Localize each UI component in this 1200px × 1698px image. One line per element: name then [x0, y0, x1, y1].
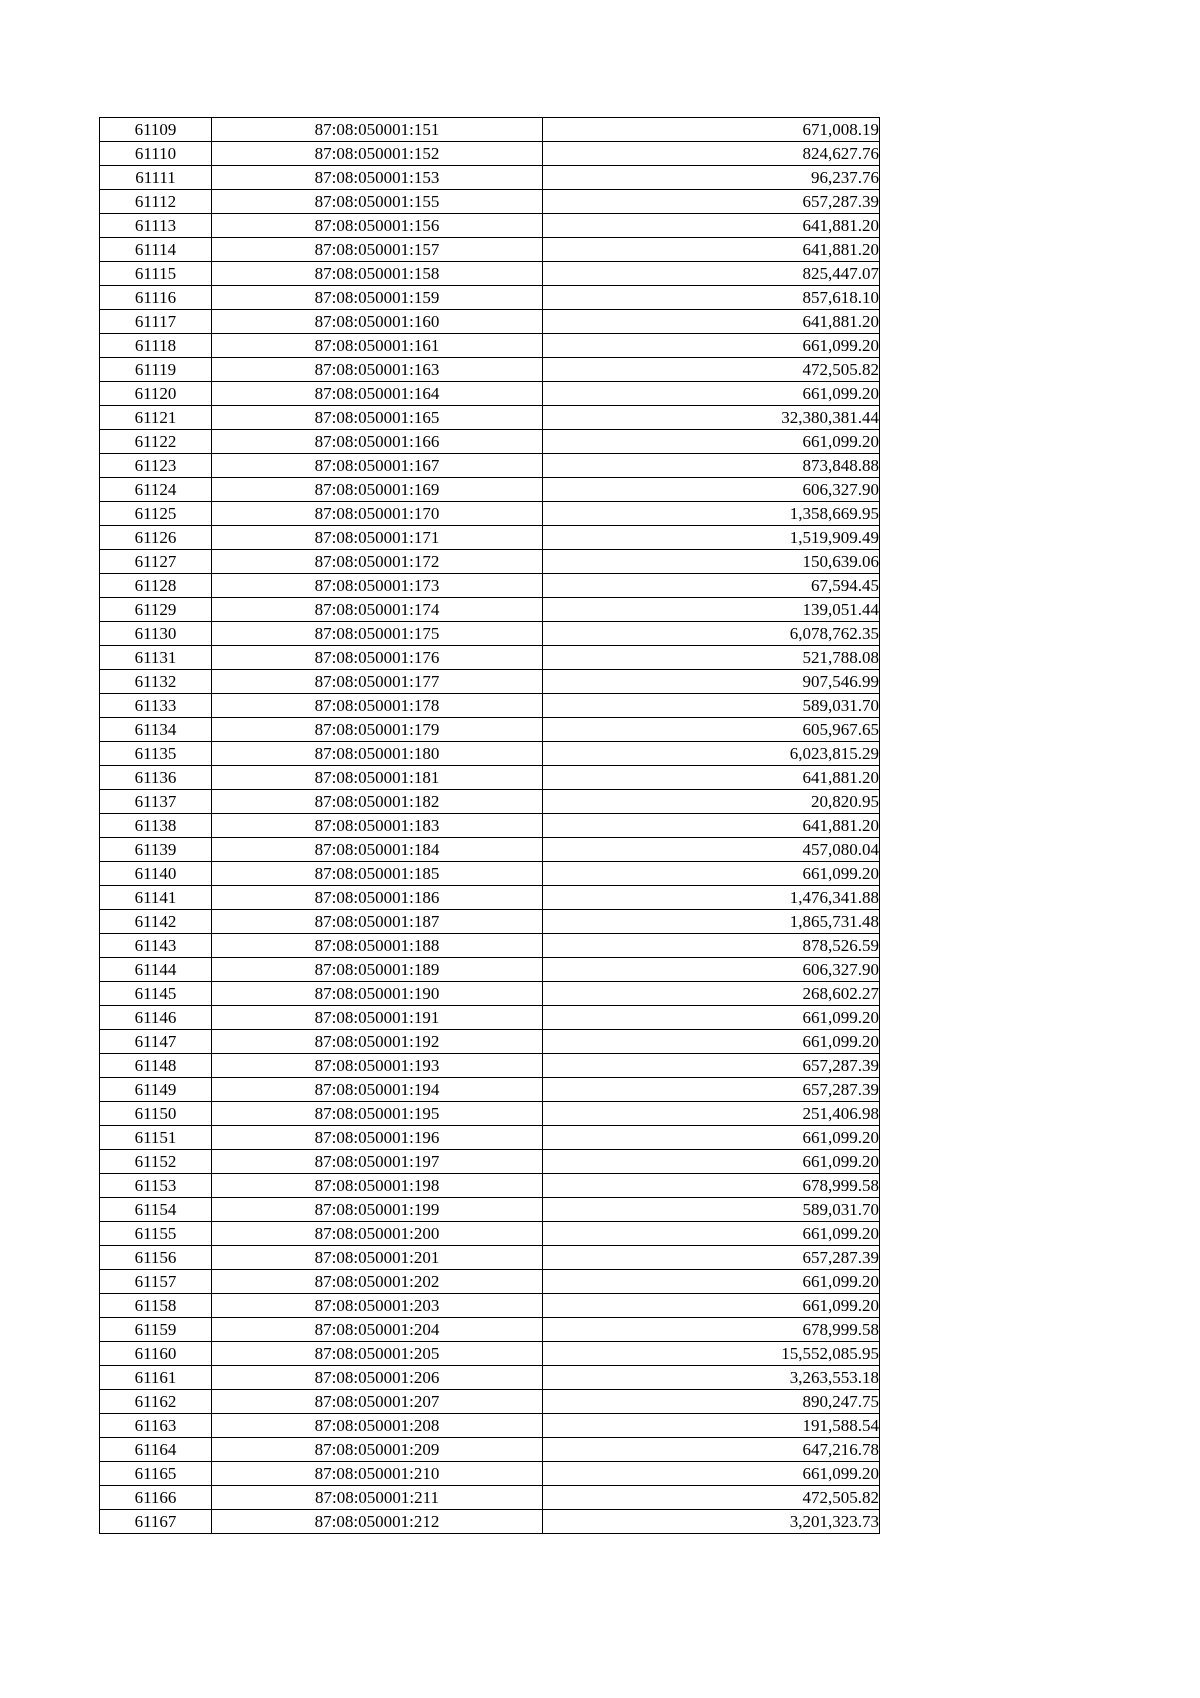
cadastral-number-cell: 87:08:050001:200 — [212, 1222, 543, 1246]
table-row — [100, 814, 880, 838]
table-row — [100, 358, 880, 382]
row-number-cell: 61127 — [100, 550, 212, 574]
row-number-cell: 61151 — [100, 1126, 212, 1150]
table-row — [100, 118, 880, 142]
cadastral-number-cell: 87:08:050001:167 — [212, 454, 543, 478]
cadastral-number-cell: 87:08:050001:191 — [212, 1006, 543, 1030]
cadastral-value-cell: 661,099.20 — [543, 1222, 880, 1246]
cadastral-value-cell: 657,287.39 — [543, 1054, 880, 1078]
cadastral-value-cell: 661,099.20 — [543, 1294, 880, 1318]
cadastral-number-cell: 87:08:050001:209 — [212, 1438, 543, 1462]
row-number-cell: 61155 — [100, 1222, 212, 1246]
table-body — [100, 118, 880, 1534]
row-number-cell: 61120 — [100, 382, 212, 406]
cadastral-value-cell: 6,078,762.35 — [543, 622, 880, 646]
table-row — [100, 454, 880, 478]
cadastral-value-cell: 3,263,553.18 — [543, 1366, 880, 1390]
cadastral-value-cell: 67,594.45 — [543, 574, 880, 598]
cadastral-number-cell: 87:08:050001:166 — [212, 430, 543, 454]
cadastral-number-cell: 87:08:050001:192 — [212, 1030, 543, 1054]
cadastral-value-cell: 1,865,731.48 — [543, 910, 880, 934]
table-row — [100, 1174, 880, 1198]
table-row — [100, 910, 880, 934]
row-number-cell: 61114 — [100, 238, 212, 262]
cadastral-value-cell: 457,080.04 — [543, 838, 880, 862]
row-number-cell: 61132 — [100, 670, 212, 694]
cadastral-value-cell: 678,999.58 — [543, 1174, 880, 1198]
table-row — [100, 430, 880, 454]
cadastral-value-cell: 606,327.90 — [543, 958, 880, 982]
cadastral-value-cell: 661,099.20 — [543, 1126, 880, 1150]
row-number-cell: 61163 — [100, 1414, 212, 1438]
cadastral-value-cell: 873,848.88 — [543, 454, 880, 478]
cadastral-number-cell: 87:08:050001:159 — [212, 286, 543, 310]
row-number-cell: 61161 — [100, 1366, 212, 1390]
cadastral-number-cell: 87:08:050001:197 — [212, 1150, 543, 1174]
cadastral-number-cell: 87:08:050001:174 — [212, 598, 543, 622]
table-row — [100, 310, 880, 334]
row-number-cell: 61126 — [100, 526, 212, 550]
table-row — [100, 334, 880, 358]
table-row — [100, 1318, 880, 1342]
cadastral-number-cell: 87:08:050001:164 — [212, 382, 543, 406]
row-number-cell: 61128 — [100, 574, 212, 598]
cadastral-number-cell: 87:08:050001:187 — [212, 910, 543, 934]
cadastral-number-cell: 87:08:050001:210 — [212, 1462, 543, 1486]
row-number-cell: 61150 — [100, 1102, 212, 1126]
row-number-cell: 61115 — [100, 262, 212, 286]
cadastral-number-cell: 87:08:050001:171 — [212, 526, 543, 550]
table-row — [100, 694, 880, 718]
table-row — [100, 1054, 880, 1078]
cadastral-value-cell: 150,639.06 — [543, 550, 880, 574]
row-number-cell: 61116 — [100, 286, 212, 310]
row-number-cell: 61160 — [100, 1342, 212, 1366]
cadastral-value-cell: 472,505.82 — [543, 1486, 880, 1510]
cadastral-value-cell: 878,526.59 — [543, 934, 880, 958]
row-number-cell: 61135 — [100, 742, 212, 766]
cadastral-number-cell: 87:08:050001:195 — [212, 1102, 543, 1126]
row-number-cell: 61138 — [100, 814, 212, 838]
row-number-cell: 61122 — [100, 430, 212, 454]
row-number-cell: 61144 — [100, 958, 212, 982]
row-number-cell: 61111 — [100, 166, 212, 190]
row-number-cell: 61117 — [100, 310, 212, 334]
cadastral-value-cell: 824,627.76 — [543, 142, 880, 166]
row-number-cell: 61162 — [100, 1390, 212, 1414]
table-row — [100, 478, 880, 502]
cadastral-number-cell: 87:08:050001:208 — [212, 1414, 543, 1438]
table-row — [100, 598, 880, 622]
cadastral-value-cell: 661,099.20 — [543, 1462, 880, 1486]
cadastral-value-cell: 1,476,341.88 — [543, 886, 880, 910]
table-row — [100, 526, 880, 550]
cadastral-value-cell: 661,099.20 — [543, 382, 880, 406]
row-number-cell: 61131 — [100, 646, 212, 670]
table-row — [100, 1078, 880, 1102]
cadastral-number-cell: 87:08:050001:177 — [212, 670, 543, 694]
row-number-cell: 61154 — [100, 1198, 212, 1222]
row-number-cell: 61148 — [100, 1054, 212, 1078]
cadastral-value-cell: 1,358,669.95 — [543, 502, 880, 526]
table-row — [100, 1366, 880, 1390]
cadastral-number-cell: 87:08:050001:153 — [212, 166, 543, 190]
row-number-cell: 61109 — [100, 118, 212, 142]
cadastral-value-cell: 251,406.98 — [543, 1102, 880, 1126]
cadastral-value-cell: 641,881.20 — [543, 214, 880, 238]
row-number-cell: 61113 — [100, 214, 212, 238]
row-number-cell: 61143 — [100, 934, 212, 958]
cadastral-value-cell: 661,099.20 — [543, 1270, 880, 1294]
cadastral-number-cell: 87:08:050001:206 — [212, 1366, 543, 1390]
cadastral-number-cell: 87:08:050001:175 — [212, 622, 543, 646]
row-number-cell: 61157 — [100, 1270, 212, 1294]
cadastral-value-cell: 606,327.90 — [543, 478, 880, 502]
cadastral-number-cell: 87:08:050001:170 — [212, 502, 543, 526]
row-number-cell: 61137 — [100, 790, 212, 814]
row-number-cell: 61145 — [100, 982, 212, 1006]
row-number-cell: 61134 — [100, 718, 212, 742]
row-number-cell: 61158 — [100, 1294, 212, 1318]
row-number-cell: 61121 — [100, 406, 212, 430]
table-row — [100, 1462, 880, 1486]
cadastral-number-cell: 87:08:050001:152 — [212, 142, 543, 166]
row-number-cell: 61118 — [100, 334, 212, 358]
table-row — [100, 718, 880, 742]
cadastral-value-cell: 890,247.75 — [543, 1390, 880, 1414]
cadastral-value-cell: 268,602.27 — [543, 982, 880, 1006]
cadastral-value-cell: 15,552,085.95 — [543, 1342, 880, 1366]
table-row — [100, 238, 880, 262]
cadastral-number-cell: 87:08:050001:184 — [212, 838, 543, 862]
table-row — [100, 742, 880, 766]
cadastral-number-cell: 87:08:050001:193 — [212, 1054, 543, 1078]
row-number-cell: 61110 — [100, 142, 212, 166]
row-number-cell: 61141 — [100, 886, 212, 910]
cadastral-number-cell: 87:08:050001:158 — [212, 262, 543, 286]
row-number-cell: 61166 — [100, 1486, 212, 1510]
table-row — [100, 934, 880, 958]
cadastral-value-cell: 521,788.08 — [543, 646, 880, 670]
table-row — [100, 1030, 880, 1054]
cadastral-number-cell: 87:08:050001:172 — [212, 550, 543, 574]
cadastral-value-cell: 678,999.58 — [543, 1318, 880, 1342]
cadastral-number-cell: 87:08:050001:199 — [212, 1198, 543, 1222]
cadastral-value-cell: 32,380,381.44 — [543, 406, 880, 430]
cadastral-value-cell: 857,618.10 — [543, 286, 880, 310]
table-row — [100, 958, 880, 982]
cadastral-value-cell: 6,023,815.29 — [543, 742, 880, 766]
cadastral-number-cell: 87:08:050001:205 — [212, 1342, 543, 1366]
cadastral-number-cell: 87:08:050001:188 — [212, 934, 543, 958]
row-number-cell: 61119 — [100, 358, 212, 382]
cadastral-number-cell: 87:08:050001:181 — [212, 766, 543, 790]
cadastral-number-cell: 87:08:050001:204 — [212, 1318, 543, 1342]
cadastral-number-cell: 87:08:050001:160 — [212, 310, 543, 334]
cadastral-number-cell: 87:08:050001:198 — [212, 1174, 543, 1198]
table-row — [100, 262, 880, 286]
cadastral-number-cell: 87:08:050001:201 — [212, 1246, 543, 1270]
row-number-cell: 61125 — [100, 502, 212, 526]
cadastral-number-cell: 87:08:050001:183 — [212, 814, 543, 838]
cadastral-value-cell: 641,881.20 — [543, 310, 880, 334]
cadastral-number-cell: 87:08:050001:155 — [212, 190, 543, 214]
table-row — [100, 1222, 880, 1246]
cadastral-number-cell: 87:08:050001:180 — [212, 742, 543, 766]
cadastral-value-cell: 191,588.54 — [543, 1414, 880, 1438]
cadastral-value-cell: 907,546.99 — [543, 670, 880, 694]
table-row — [100, 190, 880, 214]
table-row — [100, 286, 880, 310]
table-row — [100, 646, 880, 670]
table-row — [100, 214, 880, 238]
table-row — [100, 406, 880, 430]
row-number-cell: 61159 — [100, 1318, 212, 1342]
table-row — [100, 502, 880, 526]
table-row — [100, 574, 880, 598]
cadastral-value-cell: 1,519,909.49 — [543, 526, 880, 550]
cadastral-value-cell: 472,505.82 — [543, 358, 880, 382]
table-row — [100, 1126, 880, 1150]
row-number-cell: 61136 — [100, 766, 212, 790]
cadastral-value-cell: 589,031.70 — [543, 1198, 880, 1222]
table-row — [100, 622, 880, 646]
table-row — [100, 1510, 880, 1534]
row-number-cell: 61153 — [100, 1174, 212, 1198]
cadastral-value-cell: 605,967.65 — [543, 718, 880, 742]
cadastral-value-table — [99, 117, 880, 1534]
table-row — [100, 550, 880, 574]
cadastral-value-cell: 661,099.20 — [543, 1006, 880, 1030]
cadastral-value-cell: 657,287.39 — [543, 1246, 880, 1270]
cadastral-number-cell: 87:08:050001:186 — [212, 886, 543, 910]
cadastral-number-cell: 87:08:050001:207 — [212, 1390, 543, 1414]
cadastral-value-cell: 825,447.07 — [543, 262, 880, 286]
cadastral-value-cell: 641,881.20 — [543, 814, 880, 838]
cadastral-value-cell: 657,287.39 — [543, 1078, 880, 1102]
cadastral-number-cell: 87:08:050001:182 — [212, 790, 543, 814]
cadastral-number-cell: 87:08:050001:169 — [212, 478, 543, 502]
row-number-cell: 61129 — [100, 598, 212, 622]
cadastral-value-cell: 647,216.78 — [543, 1438, 880, 1462]
table-row — [100, 670, 880, 694]
row-number-cell: 61149 — [100, 1078, 212, 1102]
table-row — [100, 142, 880, 166]
row-number-cell: 61130 — [100, 622, 212, 646]
row-number-cell: 61147 — [100, 1030, 212, 1054]
cadastral-value-cell: 661,099.20 — [543, 1150, 880, 1174]
table-row — [100, 862, 880, 886]
table-row — [100, 1414, 880, 1438]
table-row — [100, 1246, 880, 1270]
cadastral-number-cell: 87:08:050001:173 — [212, 574, 543, 598]
cadastral-number-cell: 87:08:050001:151 — [212, 118, 543, 142]
cadastral-value-cell: 661,099.20 — [543, 1030, 880, 1054]
table-row — [100, 382, 880, 406]
cadastral-value-cell: 3,201,323.73 — [543, 1510, 880, 1534]
table-row — [100, 1198, 880, 1222]
row-number-cell: 61124 — [100, 478, 212, 502]
cadastral-number-cell: 87:08:050001:156 — [212, 214, 543, 238]
cadastral-number-cell: 87:08:050001:212 — [212, 1510, 543, 1534]
table-row — [100, 766, 880, 790]
cadastral-number-cell: 87:08:050001:185 — [212, 862, 543, 886]
cadastral-value-cell: 661,099.20 — [543, 862, 880, 886]
table-row — [100, 838, 880, 862]
cadastral-number-cell: 87:08:050001:176 — [212, 646, 543, 670]
table-row — [100, 886, 880, 910]
table-row — [100, 1270, 880, 1294]
cadastral-number-cell: 87:08:050001:157 — [212, 238, 543, 262]
cadastral-value-cell: 671,008.19 — [543, 118, 880, 142]
cadastral-number-cell: 87:08:050001:203 — [212, 1294, 543, 1318]
cadastral-value-cell: 661,099.20 — [543, 430, 880, 454]
table-row — [100, 790, 880, 814]
row-number-cell: 61164 — [100, 1438, 212, 1462]
table-row — [100, 166, 880, 190]
row-number-cell: 61152 — [100, 1150, 212, 1174]
cadastral-value-cell: 96,237.76 — [543, 166, 880, 190]
cadastral-number-cell: 87:08:050001:196 — [212, 1126, 543, 1150]
cadastral-number-cell: 87:08:050001:161 — [212, 334, 543, 358]
cadastral-number-cell: 87:08:050001:194 — [212, 1078, 543, 1102]
cadastral-value-cell: 20,820.95 — [543, 790, 880, 814]
row-number-cell: 61167 — [100, 1510, 212, 1534]
cadastral-value-cell: 657,287.39 — [543, 190, 880, 214]
row-number-cell: 61139 — [100, 838, 212, 862]
cadastral-value-cell: 589,031.70 — [543, 694, 880, 718]
table-row — [100, 1102, 880, 1126]
row-number-cell: 61112 — [100, 190, 212, 214]
row-number-cell: 61146 — [100, 1006, 212, 1030]
row-number-cell: 61123 — [100, 454, 212, 478]
cadastral-number-cell: 87:08:050001:190 — [212, 982, 543, 1006]
row-number-cell: 61165 — [100, 1462, 212, 1486]
row-number-cell: 61142 — [100, 910, 212, 934]
table-row — [100, 1150, 880, 1174]
cadastral-value-cell: 641,881.20 — [543, 238, 880, 262]
table-row — [100, 1342, 880, 1366]
cadastral-number-cell: 87:08:050001:179 — [212, 718, 543, 742]
table-row — [100, 1486, 880, 1510]
cadastral-value-cell: 661,099.20 — [543, 334, 880, 358]
cadastral-number-cell: 87:08:050001:163 — [212, 358, 543, 382]
cadastral-number-cell: 87:08:050001:202 — [212, 1270, 543, 1294]
table-row — [100, 1006, 880, 1030]
cadastral-value-cell: 139,051.44 — [543, 598, 880, 622]
row-number-cell: 61140 — [100, 862, 212, 886]
table-row — [100, 1390, 880, 1414]
row-number-cell: 61133 — [100, 694, 212, 718]
table-row — [100, 1294, 880, 1318]
row-number-cell: 61156 — [100, 1246, 212, 1270]
table-row — [100, 982, 880, 1006]
cadastral-number-cell: 87:08:050001:178 — [212, 694, 543, 718]
cadastral-number-cell: 87:08:050001:211 — [212, 1486, 543, 1510]
cadastral-number-cell: 87:08:050001:189 — [212, 958, 543, 982]
table-row — [100, 1438, 880, 1462]
cadastral-value-cell: 641,881.20 — [543, 766, 880, 790]
cadastral-number-cell: 87:08:050001:165 — [212, 406, 543, 430]
